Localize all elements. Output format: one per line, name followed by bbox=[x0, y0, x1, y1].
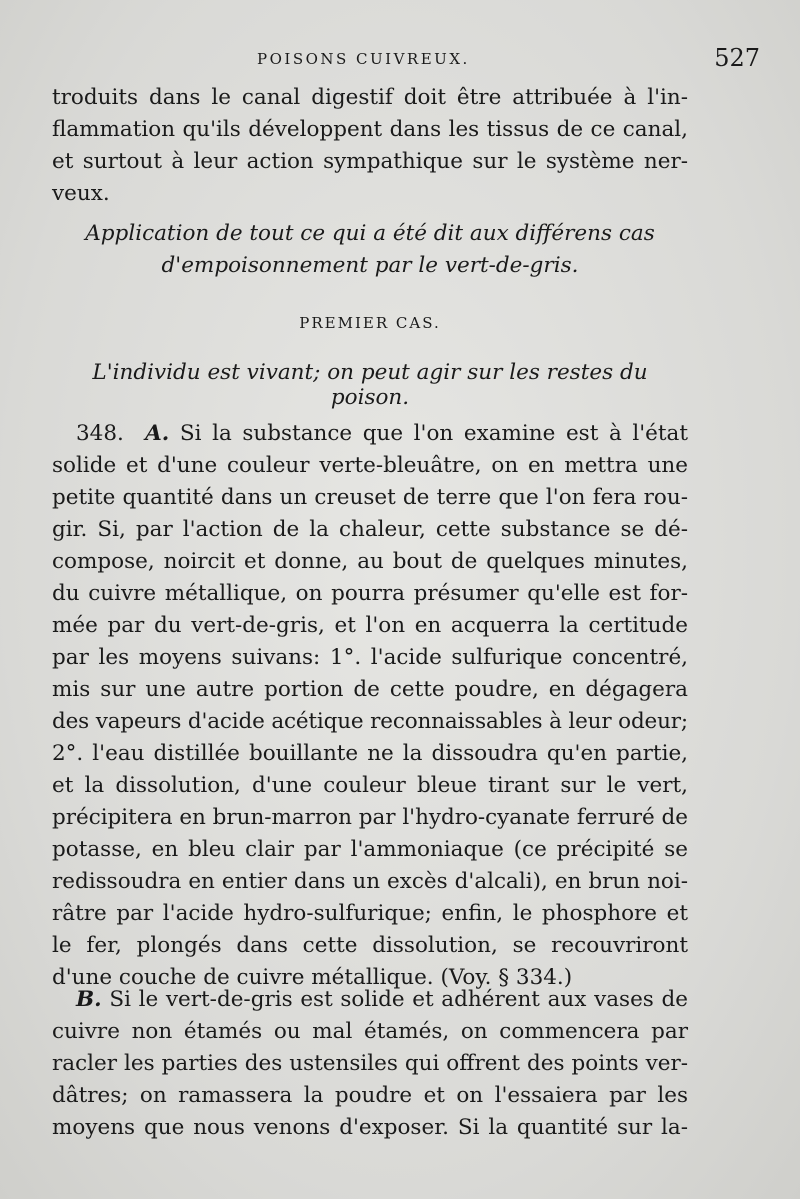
text-line-content: Si la substance que l'on examine est à l'état bbox=[179, 421, 688, 446]
text-line: potasse, en bleu clair par l'ammoniaque (ce précipité se bbox=[52, 837, 688, 862]
text-line: précipitera en brun-marron par l'hydro-cyanate ferruré de bbox=[52, 805, 688, 830]
text-line: redissoudra en entier dans un excès d'alcali), en brun noi- bbox=[52, 869, 688, 894]
section-heading-line: d'empoisonnement par le vert-de-gris. bbox=[161, 253, 579, 278]
text-line: racler les parties des ustensiles qui offrent des points ver- bbox=[52, 1051, 688, 1076]
text-line: du cuivre métallique, on pourra présumer qu'elle est for- bbox=[52, 581, 688, 606]
paragraph-B bbox=[52, 984, 688, 1144]
text-line: dâtres; on ramassera la poudre et on l'essaiera par les bbox=[52, 1083, 688, 1108]
text-line: 2°. l'eau distillée bouillante ne la dissoudra qu'en partie, bbox=[52, 741, 688, 766]
case-heading: PREMIER CAS. bbox=[299, 314, 441, 332]
text-line: et surtout à leur action sympathique sur le système ner- bbox=[52, 149, 688, 174]
case-subtitle: L'individu est vivant; on peut agir sur les restes du poison. bbox=[92, 360, 648, 410]
paragraph-marker: B. bbox=[76, 987, 102, 1012]
text-line bbox=[52, 984, 688, 1016]
intro-paragraph bbox=[52, 82, 688, 210]
text-line: veux. bbox=[52, 181, 110, 206]
page-number: 527 bbox=[714, 44, 760, 72]
text-line: flammation qu'ils développent dans les tissus de ce canal, bbox=[52, 117, 688, 142]
running-title: POISONS CUIVREUX. bbox=[257, 50, 470, 68]
paragraph-marker: A. bbox=[145, 421, 170, 446]
paragraph-number: 348. bbox=[76, 421, 124, 446]
text-line bbox=[52, 418, 688, 450]
text-line: petite quantité dans un creuset de terre que l'on fera rou- bbox=[52, 485, 688, 510]
text-line: le fer, plongés dans cette dissolution, se recouvriront bbox=[52, 933, 688, 958]
text-line: cuivre non étamés ou mal étamés, on commencera par bbox=[52, 1019, 688, 1044]
paragraph-348 bbox=[52, 418, 688, 994]
text-line-content: Si le vert-de-gris est solide et adhérent aux vases de bbox=[109, 987, 688, 1012]
text-line: et la dissolution, d'une couleur bleue tirant sur le vert, bbox=[52, 773, 688, 798]
section-heading-line: Application de tout ce qui a été dit aux différens cas bbox=[85, 221, 655, 246]
text-line: d'une couche de cuivre métallique. (Voy. § 334.) bbox=[52, 965, 573, 990]
section-heading bbox=[52, 218, 688, 282]
text-line: solide et d'une couleur verte-bleuâtre, on en mettra une bbox=[52, 453, 688, 478]
text-line: mis sur une autre portion de cette poudre, en dégagera bbox=[52, 677, 688, 702]
text-line: mée par du vert-de-gris, et l'on en acquerra la certitude bbox=[52, 613, 688, 638]
text-line: des vapeurs d'acide acétique reconnaissables à leur odeur; bbox=[52, 709, 688, 734]
text-line: troduits dans le canal digestif doit être attribuée à l'in- bbox=[52, 85, 688, 110]
page-header bbox=[52, 44, 760, 72]
text-line: moyens que nous venons d'exposer. Si la quantité sur la- bbox=[52, 1115, 688, 1140]
text-line: gir. Si, par l'action de la chaleur, cette substance se dé- bbox=[52, 517, 688, 542]
text-line: râtre par l'acide hydro-sulfurique; enfin, le phosphore et bbox=[52, 901, 688, 926]
text-line: par les moyens suivans: 1°. l'acide sulfurique concentré, bbox=[52, 645, 688, 670]
text-line: compose, noircit et donne, au bout de quelques minutes, bbox=[52, 549, 688, 574]
